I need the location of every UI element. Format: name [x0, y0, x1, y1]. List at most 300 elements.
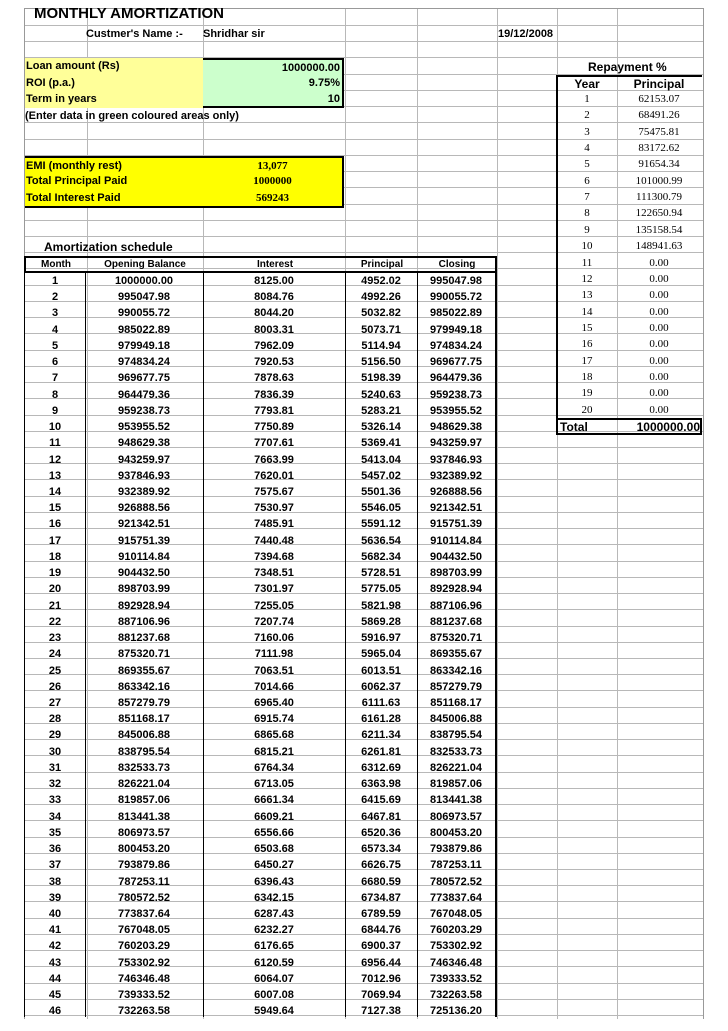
cell-principal: 5326.14 [361, 421, 401, 434]
cell-closing: 813441.38 [430, 794, 482, 807]
cell-opening-balance: 881237.68 [118, 632, 170, 645]
cell-month: 23 [48, 632, 62, 645]
cell-opening-balance: 892928.94 [118, 599, 170, 612]
cell-closing: 869355.67 [430, 648, 482, 661]
repayment-year: 12 [581, 272, 593, 285]
repayment-row [558, 156, 708, 172]
cell-principal: 6844.76 [361, 924, 401, 937]
cell-month: 37 [48, 859, 62, 872]
cell-month: 40 [48, 907, 62, 920]
repayment-year: 9 [584, 223, 590, 236]
cell-interest: 7836.39 [254, 388, 294, 401]
cell-opening-balance: 904432.50 [118, 567, 170, 580]
cell-month: 8 [51, 388, 59, 401]
table-row [25, 760, 497, 776]
cell-closing: 979949.18 [430, 323, 482, 336]
cell-closing: 964479.36 [430, 372, 482, 385]
cell-month: 33 [48, 794, 62, 807]
repayment-principal: 0.00 [649, 387, 669, 400]
cell-month: 41 [48, 924, 62, 937]
cell-opening-balance: 787253.11 [118, 875, 170, 888]
repayment-row [558, 173, 708, 189]
col-month: Month [41, 259, 71, 270]
repayment-principal: 62153.07 [638, 93, 680, 105]
cell-month: 34 [48, 810, 62, 823]
repayment-row [558, 271, 708, 287]
cell-closing: 875320.71 [430, 632, 482, 645]
cell-opening-balance: 739333.52 [118, 989, 170, 1002]
cell-interest: 6450.27 [254, 859, 294, 872]
cell-opening-balance: 926888.56 [118, 502, 170, 515]
cell-opening-balance: 767048.05 [118, 924, 170, 937]
repayment-year: 11 [581, 256, 593, 269]
repayment-row [558, 320, 708, 336]
repayment-col-year: Year [574, 77, 600, 91]
cell-closing: 995047.98 [430, 275, 482, 287]
repayment-year: 3 [584, 125, 590, 138]
cell-principal: 5198.39 [361, 372, 401, 385]
repayment-header [556, 75, 702, 91]
cell-closing: 746346.48 [430, 956, 482, 969]
cell-principal: 5413.04 [361, 453, 401, 466]
repayment-row [558, 287, 708, 303]
repayment-row [558, 124, 708, 140]
cell-closing: 793879.86 [430, 843, 482, 856]
cell-opening-balance: 985022.89 [118, 323, 170, 336]
table-row [25, 955, 497, 971]
repayment-year: 13 [581, 289, 593, 302]
cell-principal: 5965.04 [361, 648, 401, 661]
cell-principal: 5283.21 [361, 404, 401, 417]
cell-interest: 6287.43 [254, 907, 294, 920]
cell-month: 42 [48, 940, 62, 953]
cell-month: 16 [48, 518, 62, 531]
cell-interest: 7962.09 [254, 339, 294, 352]
table-row [25, 338, 497, 354]
cell-closing: 753302.92 [430, 940, 482, 953]
table-row [25, 403, 497, 419]
table-row [25, 711, 497, 727]
repayment-year: 16 [581, 338, 593, 351]
table-row [25, 322, 497, 338]
cell-opening-balance: 800453.20 [118, 843, 170, 856]
cell-month: 30 [48, 745, 62, 758]
table-row [25, 695, 497, 711]
table-row [25, 646, 497, 662]
repayment-col-principal: Principal [633, 77, 685, 91]
cell-opening-balance: 773837.64 [118, 907, 170, 920]
cell-opening-balance: 869355.67 [118, 664, 170, 677]
cell-opening-balance: 937846.93 [118, 469, 170, 482]
emi-value: 13,077 [203, 156, 344, 173]
cell-month: 7 [51, 372, 59, 385]
cell-opening-balance: 863342.16 [118, 680, 170, 693]
cell-closing: 937846.93 [430, 453, 482, 466]
repayment-principal: 0.00 [649, 256, 669, 269]
cell-closing: 985022.89 [430, 307, 482, 320]
table-row [25, 533, 497, 549]
cell-principal: 5916.97 [361, 632, 401, 645]
cell-opening-balance: 746346.48 [118, 972, 170, 985]
cell-principal: 6626.75 [361, 859, 401, 872]
table-row [25, 565, 497, 581]
repayment-principal: 91654.34 [638, 158, 680, 171]
cell-month: 25 [48, 664, 62, 677]
table-row [25, 663, 497, 679]
table-row [25, 468, 497, 484]
repayment-title: Repayment % [588, 60, 667, 74]
repayment-year: 14 [581, 305, 593, 318]
cell-interest: 8044.20 [254, 307, 294, 320]
cell-principal: 6161.28 [361, 713, 401, 726]
cell-principal: 5546.05 [361, 502, 401, 515]
table-row [25, 500, 497, 516]
cell-month: 43 [48, 956, 62, 969]
loan-amount-input[interactable]: 1000000.00 [203, 58, 344, 75]
cell-opening-balance: 979949.18 [118, 339, 170, 352]
cell-closing: 826221.04 [430, 761, 482, 774]
cell-interest: 7301.97 [254, 583, 294, 596]
repayment-year: 18 [581, 370, 593, 383]
cell-opening-balance: 753302.92 [118, 956, 170, 969]
cell-month: 18 [48, 550, 62, 563]
cell-closing: 969677.75 [430, 356, 482, 369]
term-label: Term in years [25, 91, 203, 108]
cell-opening-balance: 857279.79 [118, 696, 170, 709]
cell-interest: 7707.61 [254, 437, 294, 450]
repayment-principal: 0.00 [649, 321, 669, 334]
cell-interest: 6661.34 [254, 794, 294, 807]
cell-interest: 8084.76 [254, 291, 294, 304]
cell-closing: 732263.58 [430, 989, 482, 1002]
cell-interest: 6064.07 [254, 972, 294, 985]
repayment-principal: 148941.63 [635, 240, 683, 253]
cell-closing: 787253.11 [430, 859, 482, 872]
cell-opening-balance: 760203.29 [118, 940, 170, 953]
schedule-table [24, 273, 497, 1017]
table-row [25, 387, 497, 403]
cell-month: 11 [49, 437, 61, 450]
cell-interest: 6232.27 [254, 924, 294, 937]
cell-month: 27 [48, 696, 62, 709]
repayment-year: 20 [581, 403, 593, 416]
cell-month: 10 [48, 421, 62, 434]
cell-month: 35 [48, 826, 62, 839]
cell-closing: 832533.73 [430, 745, 482, 758]
cell-interest: 6915.74 [254, 713, 294, 726]
cell-principal: 6573.34 [361, 843, 401, 856]
cell-closing: 990055.72 [430, 291, 482, 304]
cell-closing: 739333.52 [430, 972, 482, 985]
repayment-principal: 0.00 [649, 272, 669, 285]
table-row [25, 549, 497, 565]
cell-principal: 5591.12 [361, 518, 401, 531]
table-row [25, 971, 497, 987]
table-row [25, 484, 497, 500]
term-input[interactable]: 10 [203, 91, 344, 108]
repayment-principal: 0.00 [649, 354, 669, 367]
table-row [25, 435, 497, 451]
cell-month: 32 [48, 778, 62, 791]
repayment-row [558, 385, 708, 401]
cell-interest: 7878.63 [254, 372, 294, 385]
table-row [25, 857, 497, 873]
cell-interest: 7111.98 [254, 648, 294, 661]
cell-opening-balance: 969677.75 [118, 372, 170, 385]
cell-opening-balance: 845006.88 [118, 729, 170, 742]
table-row [25, 890, 497, 906]
cell-principal: 5369.41 [361, 437, 401, 450]
table-row [25, 1003, 497, 1019]
cell-month: 15 [48, 502, 62, 515]
cell-month: 19 [48, 567, 62, 580]
cell-principal: 6312.69 [361, 761, 401, 774]
repayment-year: 8 [584, 207, 590, 220]
total-interest-value: 569243 [203, 190, 344, 208]
col-opening-balance: Opening Balance [104, 259, 186, 270]
cell-interest: 7793.81 [254, 404, 294, 417]
repayment-total-label: Total [560, 420, 588, 434]
cell-opening-balance: 995047.98 [118, 291, 170, 304]
cell-interest: 7255.05 [254, 599, 294, 612]
cell-closing: 760203.29 [430, 924, 482, 937]
table-row [25, 419, 497, 435]
cell-opening-balance: 838795.54 [118, 745, 170, 758]
cell-principal: 4992.26 [361, 291, 401, 304]
cell-month: 13 [48, 469, 62, 482]
repayment-year: 4 [584, 142, 590, 155]
cell-opening-balance: 943259.97 [118, 453, 170, 466]
table-row [25, 874, 497, 890]
cell-month: 3 [51, 307, 59, 320]
repayment-row [558, 140, 708, 156]
cell-principal: 5457.02 [361, 469, 401, 482]
table-row [25, 354, 497, 370]
customer-name[interactable]: Shridhar sir [203, 28, 265, 40]
repayment-total-row [556, 418, 702, 435]
cell-opening-balance: 959238.73 [118, 404, 170, 417]
cell-closing: 819857.06 [430, 778, 482, 791]
cell-principal: 7127.38 [361, 1005, 401, 1018]
cell-opening-balance: 915751.39 [118, 534, 170, 547]
table-row [25, 516, 497, 532]
table-row [25, 792, 497, 808]
cell-interest: 7440.48 [254, 534, 294, 547]
repayment-year: 1 [584, 93, 590, 105]
cell-principal: 5032.82 [361, 307, 401, 320]
cell-closing: 881237.68 [430, 615, 482, 628]
cell-month: 44 [48, 972, 62, 985]
cell-opening-balance: 806973.57 [118, 826, 170, 839]
cell-interest: 6503.68 [254, 843, 294, 856]
col-principal: Principal [360, 259, 404, 270]
cell-interest: 8003.31 [254, 323, 294, 336]
date-value[interactable]: 19/12/2008 [498, 28, 554, 40]
repayment-row [558, 255, 708, 271]
cell-month: 45 [48, 989, 62, 1002]
repayment-row [558, 238, 708, 254]
cell-principal: 5682.34 [361, 550, 401, 563]
cell-interest: 6609.21 [254, 810, 294, 823]
cell-principal: 5501.36 [361, 485, 401, 498]
cell-month: 29 [48, 729, 62, 742]
cell-interest: 6713.05 [254, 778, 294, 791]
table-row [25, 906, 497, 922]
cell-opening-balance: 875320.71 [118, 648, 170, 661]
table-row [25, 679, 497, 695]
cell-closing: 806973.57 [430, 810, 482, 823]
cell-month: 20 [48, 583, 62, 596]
cell-principal: 4952.02 [361, 275, 401, 287]
repayment-year: 15 [581, 321, 593, 334]
cell-interest: 6965.40 [254, 696, 294, 709]
repayment-principal: 0.00 [649, 289, 669, 302]
table-row [25, 581, 497, 597]
cell-principal: 5636.54 [361, 534, 401, 547]
cell-interest: 7575.67 [254, 485, 294, 498]
cell-closing: 910114.84 [430, 534, 482, 547]
cell-month: 4 [51, 323, 59, 336]
cell-interest: 6865.68 [254, 729, 294, 742]
cell-principal: 5073.71 [361, 323, 401, 336]
cell-month: 12 [48, 453, 62, 466]
repayment-year: 6 [584, 174, 590, 187]
cell-interest: 7750.89 [254, 421, 294, 434]
cell-opening-balance: 990055.72 [118, 307, 170, 320]
loan-amount-label: Loan amount (Rs) [25, 58, 203, 75]
repayment-table [556, 91, 702, 418]
cell-month: 36 [48, 843, 62, 856]
table-row [25, 614, 497, 630]
cell-closing: 851168.17 [430, 696, 482, 709]
schedule-header [24, 256, 497, 273]
cell-interest: 6815.21 [254, 745, 294, 758]
cell-closing: 915751.39 [430, 518, 482, 531]
repayment-principal: 0.00 [649, 338, 669, 351]
cell-opening-balance: 964479.36 [118, 388, 170, 401]
cell-month: 9 [51, 404, 59, 417]
repayment-row [558, 369, 708, 385]
repayment-year: 19 [581, 387, 593, 400]
repayment-row [558, 304, 708, 320]
cell-principal: 6680.59 [361, 875, 401, 888]
repayment-principal: 0.00 [649, 370, 669, 383]
repayment-principal: 83172.62 [638, 142, 680, 155]
cell-opening-balance: 832533.73 [118, 761, 170, 774]
col-closing: Closing [438, 259, 476, 270]
cell-principal: 6363.98 [361, 778, 401, 791]
table-row [25, 938, 497, 954]
cell-interest: 6396.43 [254, 875, 294, 888]
input-note: (Enter data in green coloured areas only) [25, 110, 239, 122]
cell-closing: 898703.99 [430, 567, 482, 580]
cell-interest: 7063.51 [254, 664, 294, 677]
repayment-principal: 0.00 [649, 403, 669, 416]
cell-principal: 6520.36 [361, 826, 401, 839]
table-row [25, 825, 497, 841]
cell-closing: 838795.54 [430, 729, 482, 742]
col-interest: Interest [256, 259, 294, 270]
cell-opening-balance: 948629.38 [118, 437, 170, 450]
cell-interest: 7207.74 [254, 615, 294, 628]
cell-principal: 6211.34 [361, 729, 401, 742]
repayment-row [558, 189, 708, 205]
cell-closing: 932389.92 [430, 469, 482, 482]
repayment-year: 7 [584, 191, 590, 204]
table-row [25, 630, 497, 646]
cell-interest: 6120.59 [254, 956, 294, 969]
cell-interest: 8125.00 [254, 275, 294, 287]
cell-principal: 5775.05 [361, 583, 401, 596]
cell-interest: 7014.66 [254, 680, 294, 693]
repayment-row [558, 402, 708, 418]
total-principal-label: Total Principal Paid [25, 173, 203, 190]
table-row [25, 370, 497, 386]
table-row [25, 598, 497, 614]
cell-month: 21 [48, 599, 62, 612]
cell-month: 2 [51, 291, 59, 304]
cell-interest: 7663.99 [254, 453, 294, 466]
cell-month: 38 [48, 875, 62, 888]
cell-principal: 6467.81 [361, 810, 401, 823]
cell-month: 1 [51, 275, 59, 287]
cell-opening-balance: 910114.84 [118, 550, 170, 563]
cell-interest: 7620.01 [254, 469, 294, 482]
cell-opening-balance: 851168.17 [118, 713, 170, 726]
cell-principal: 7012.96 [361, 972, 401, 985]
total-principal-value: 1000000 [203, 173, 344, 190]
cell-closing: 845006.88 [430, 713, 482, 726]
repayment-year: 17 [581, 354, 593, 367]
cell-opening-balance: 819857.06 [118, 794, 170, 807]
repayment-principal: 101000.99 [635, 174, 683, 187]
repayment-principal: 111300.79 [636, 191, 682, 204]
cell-interest: 6007.08 [254, 989, 294, 1002]
repayment-row [558, 222, 708, 238]
cell-interest: 7920.53 [254, 356, 294, 369]
cell-closing: 943259.97 [430, 437, 482, 450]
table-row [25, 841, 497, 857]
cell-closing: 921342.51 [430, 502, 482, 515]
cell-month: 26 [48, 680, 62, 693]
table-row [25, 727, 497, 743]
cell-closing: 948629.38 [430, 421, 482, 434]
cell-opening-balance: 826221.04 [118, 778, 170, 791]
cell-closing: 780572.52 [430, 875, 482, 888]
cell-opening-balance: 974834.24 [118, 356, 170, 369]
cell-interest: 6176.65 [254, 940, 294, 953]
cell-principal: 5114.94 [361, 339, 401, 352]
cell-opening-balance: 953955.52 [118, 421, 170, 434]
cell-interest: 7530.97 [254, 502, 294, 515]
cell-principal: 5156.50 [361, 356, 401, 369]
roi-input[interactable]: 9.75% [203, 75, 344, 91]
cell-month: 28 [48, 713, 62, 726]
customer-label: Custmer's Name :- [86, 28, 183, 40]
cell-closing: 767048.05 [430, 907, 482, 920]
cell-month: 46 [48, 1005, 62, 1018]
cell-principal: 6789.59 [361, 907, 401, 920]
cell-closing: 892928.94 [430, 583, 482, 596]
repayment-principal: 0.00 [649, 305, 669, 318]
page-title: MONTHLY AMORTIZATION [34, 6, 224, 22]
roi-label: ROI (p.a.) [25, 75, 203, 91]
repayment-row [558, 336, 708, 352]
cell-opening-balance: 813441.38 [118, 810, 170, 823]
cell-principal: 6111.63 [361, 696, 401, 709]
cell-closing: 800453.20 [430, 826, 482, 839]
table-row [25, 776, 497, 792]
